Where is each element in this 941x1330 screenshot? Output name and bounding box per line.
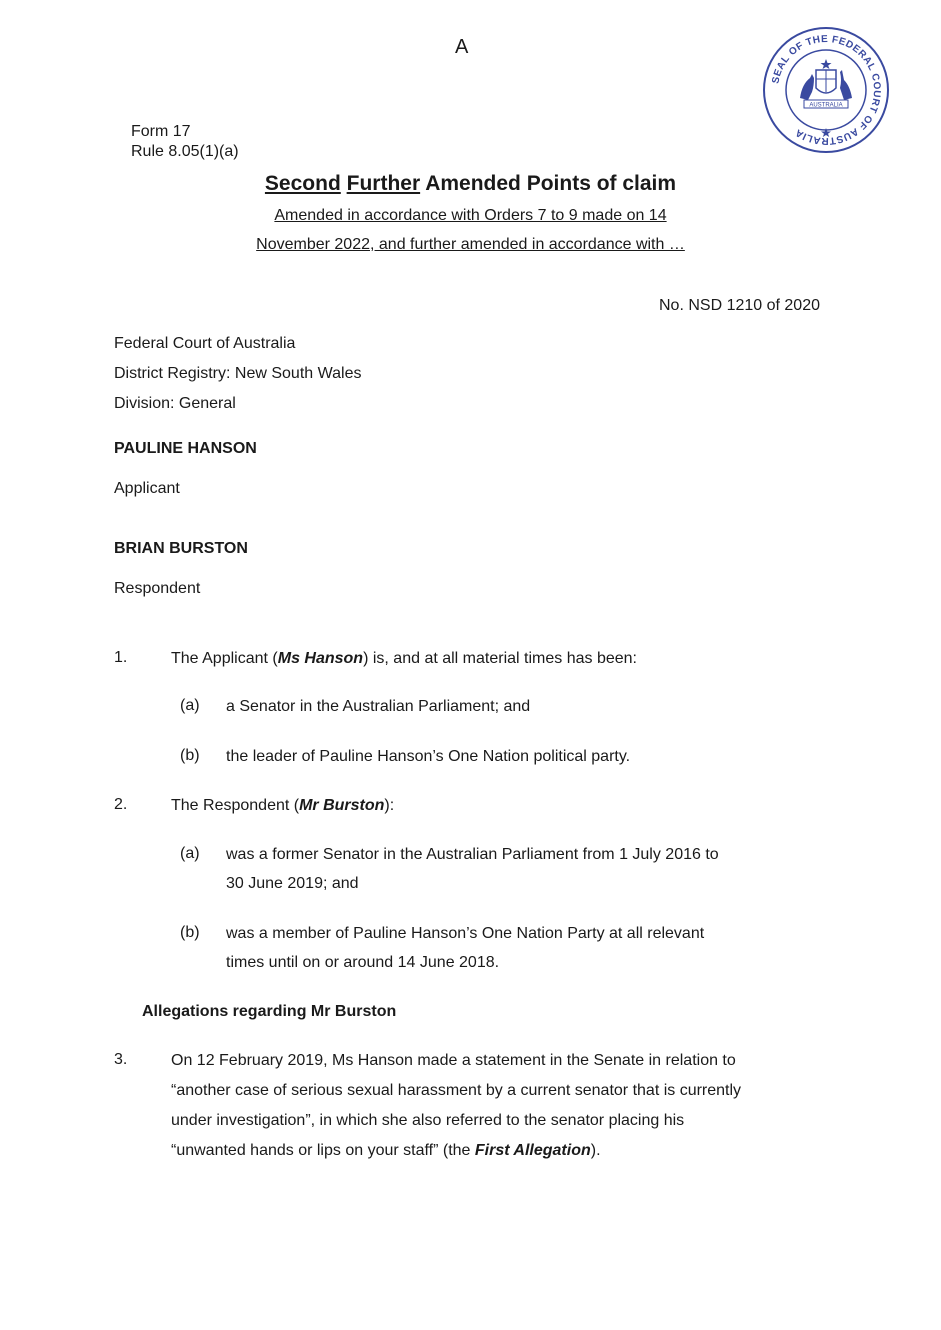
- applicant-role: Applicant: [114, 480, 180, 497]
- paragraph-2-number: 2.: [114, 796, 128, 813]
- amendment-note-line-1: Amended in accordance with Orders 7 to 9 made on 14: [274, 207, 667, 224]
- respondent-name: BRIAN BURSTON: [114, 540, 248, 557]
- paragraph-1-text: The Applicant (Ms Hanson) is, and at all material times has been:: [171, 650, 637, 667]
- applicant-name: PAULINE HANSON: [114, 440, 257, 457]
- paragraph-1b-label: (b): [180, 747, 200, 764]
- defined-term-mr-burston: Mr Burston: [299, 797, 385, 814]
- page-marker: A: [455, 36, 469, 58]
- paragraph-3-text: On 12 February 2019, Ms Hanson made a statement in the Senate in relation to “another case of serious sexual harassment by a current senator that is currently under investigation”, in which she also referred to the senator placing his “unwanted hands or lips on your staff” (the First Allegation).: [171, 1052, 742, 1159]
- defined-term-first-allegation: First Allegation: [474, 1142, 591, 1159]
- paragraph-3-number: 3.: [114, 1051, 128, 1068]
- title-inserted-second: Second: [264, 172, 341, 195]
- paragraph-1a-text: a Senator in the Australian Parliament; and: [226, 698, 531, 715]
- form-rule: Rule 8.05(1)(a): [131, 143, 239, 160]
- paragraph-1-number: 1.: [114, 649, 128, 666]
- court-registry: District Registry: New South Wales: [114, 365, 362, 382]
- seal-banner-text: AUSTRALIA: [809, 102, 843, 109]
- court-division: Division: General: [114, 395, 236, 412]
- paragraph-2a-label: (a): [180, 845, 200, 862]
- paragraph-1a-label: (a): [180, 697, 200, 714]
- federal-court-seal-icon: [762, 26, 890, 154]
- document-title: [0, 172, 941, 196]
- respondent-role: Respondent: [114, 580, 201, 597]
- seal-ring-text: SEAL OF THE FEDERAL COURT OF AUSTRALIA: [770, 33, 883, 147]
- section-heading: Allegations regarding Mr Burston: [142, 1003, 397, 1020]
- paragraph-2b-text: was a member of Pauline Hanson’s One Nation Party at all relevant times until on or around 14 June 2018.: [226, 925, 705, 971]
- paragraph-2-text: The Respondent (Mr Burston):: [171, 797, 395, 814]
- court-name: Federal Court of Australia: [114, 335, 296, 352]
- title-inserted-further: Further: [346, 172, 421, 195]
- amendment-note-line-2: November 2022, and further amended in accordance with …: [256, 236, 685, 253]
- form-number: Form 17: [131, 123, 191, 140]
- case-number: No. NSD 1210 of 2020: [659, 297, 820, 314]
- paragraph-1b-text: the leader of Pauline Hanson’s One Nation political party.: [226, 748, 631, 765]
- paragraph-2b-label: (b): [180, 924, 200, 941]
- paragraph-2a-text: was a former Senator in the Australian Parliament from 1 July 2016 to 30 June 2019; and: [226, 846, 719, 892]
- title-main: Amended Points of claim: [425, 172, 677, 195]
- defined-term-ms-hanson: Ms Hanson: [277, 650, 364, 667]
